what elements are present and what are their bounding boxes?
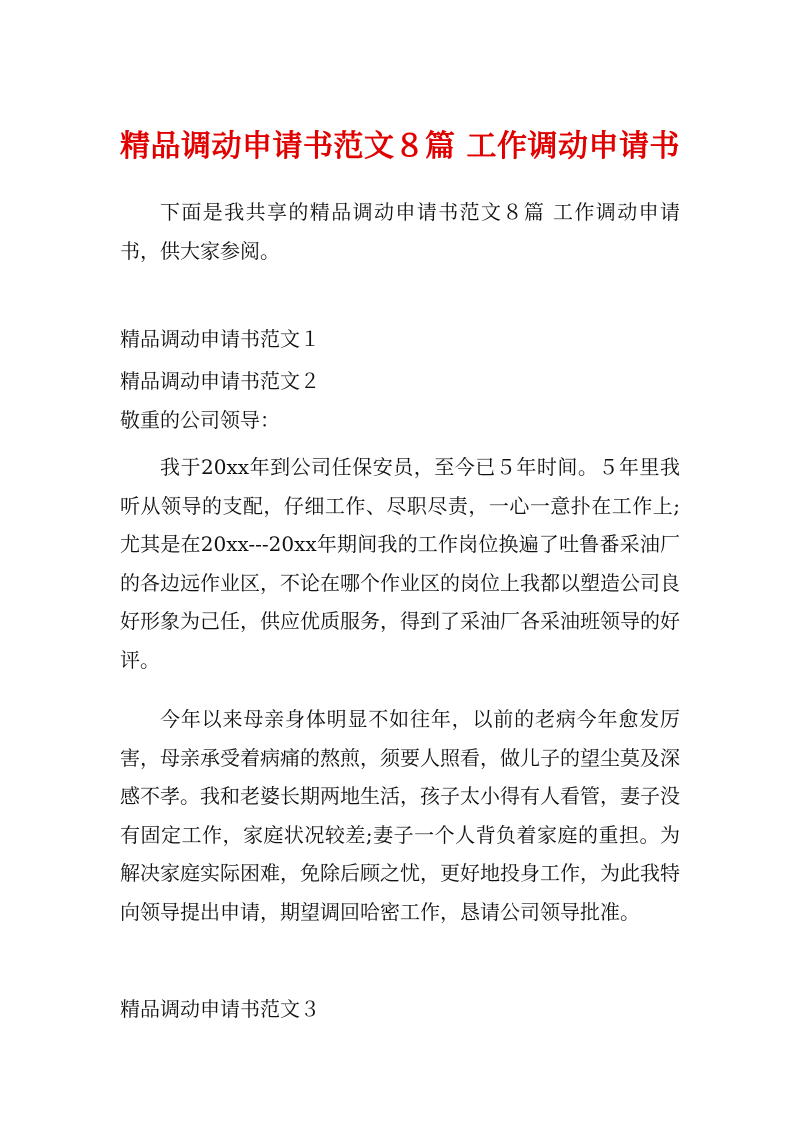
body-paragraph-1: 我于20xx年到公司任保安员，至今已５年时间。５年里我听从领导的支配，仔细工作、尽职尽责，一心一意扑在工作上;尤其是在20xx---20xx年期间我的工作岗位换遍了吐鲁番采油厂的各边远作业区，不论在哪个作业区的岗位上我都以塑造公司良好形象为己任，供应优质服务，得到了采油厂各采油班领导的好评。	[120, 455, 680, 672]
salutation: 敬重的公司领导：	[120, 408, 280, 432]
section-heading-2: 精品调动申请书范文２	[120, 369, 320, 393]
body-paragraph-2: 今年以来母亲身体明显不如往年，以前的老病今年愈发厉害，母亲承受着病痛的熬煎，须要人照看，做儿子的望尘莫及深感不孝。我和老婆长期两地生活，孩子太小得有人看管，妻子没有固定工作，家庭状况较差;妻子一个人背负着家庭的重担。为解决家庭实际困难，免除后顾之忧，更好地投身工作，为此我特向领导提出申请，期望调回哈密工作，恳请公司领导批准。	[120, 707, 680, 924]
intro-paragraph: 下面是我共享的精品调动申请书范文８篇 工作调动申请书，供大家参阅。	[120, 200, 680, 263]
section-heading-3: 精品调动申请书范文３	[120, 997, 320, 1021]
section-heading-1: 精品调动申请书范文１	[120, 327, 320, 351]
document-title: 精品调动申请书范文８篇 工作调动申请书	[120, 129, 680, 164]
